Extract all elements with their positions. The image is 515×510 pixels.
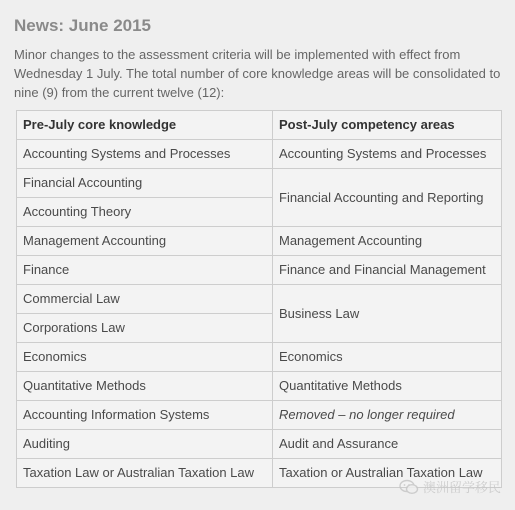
pre-july-cell: Corporations Law bbox=[17, 314, 273, 343]
table-row bbox=[17, 343, 502, 372]
table-row bbox=[17, 256, 502, 285]
table-row bbox=[17, 401, 502, 430]
criteria-table bbox=[16, 110, 502, 488]
pre-july-cell: Taxation Law or Australian Taxation Law bbox=[17, 459, 273, 488]
table-row bbox=[17, 169, 502, 198]
post-july-cell: Accounting Systems and Processes bbox=[273, 140, 502, 169]
watermark-text: 澳洲留学移民 bbox=[422, 480, 501, 495]
post-july-cell: Management Accounting bbox=[273, 227, 502, 256]
post-july-cell: Removed – no longer required bbox=[273, 401, 502, 430]
table-row bbox=[17, 227, 502, 256]
post-july-cell: Audit and Assurance bbox=[273, 430, 502, 459]
post-july-cell: Financial Accounting and Reporting bbox=[273, 169, 502, 227]
post-july-cell: Business Law bbox=[273, 285, 502, 343]
pre-july-cell: Quantitative Methods bbox=[17, 372, 273, 401]
table-row bbox=[17, 430, 502, 459]
news-title: News: June 2015 bbox=[14, 16, 152, 35]
table-row bbox=[17, 140, 502, 169]
watermark bbox=[399, 477, 501, 496]
header-post-july: Post-July competency areas bbox=[273, 111, 502, 140]
pre-july-cell: Management Accounting bbox=[17, 227, 273, 256]
table-header-row bbox=[17, 111, 502, 140]
pre-july-cell: Accounting Information Systems bbox=[17, 401, 273, 430]
table-row bbox=[17, 285, 502, 314]
pre-july-cell: Auditing bbox=[17, 430, 273, 459]
header-pre-july: Pre-July core knowledge bbox=[17, 111, 273, 140]
pre-july-cell: Financial Accounting bbox=[17, 169, 273, 198]
pre-july-cell: Accounting Theory bbox=[17, 198, 273, 227]
pre-july-cell: Finance bbox=[17, 256, 273, 285]
pre-july-cell: Economics bbox=[17, 343, 273, 372]
table-body bbox=[17, 140, 502, 488]
post-july-cell: Economics bbox=[273, 343, 502, 372]
pre-july-cell: Accounting Systems and Processes bbox=[17, 140, 273, 169]
post-july-cell: Quantitative Methods bbox=[273, 372, 502, 401]
post-july-cell: Taxation or Australian Taxation Law bbox=[273, 459, 502, 488]
post-july-cell: Finance and Financial Management bbox=[273, 256, 502, 285]
pre-july-cell: Commercial Law bbox=[17, 285, 273, 314]
wechat-icon bbox=[399, 479, 419, 495]
table-row bbox=[17, 372, 502, 401]
news-intro: Minor changes to the assessment criteria will be implemented with effect from Wednesday 1 July. The total number of core knowledge areas will be consolidated to nine (9) from the current twelve (12): bbox=[14, 47, 501, 100]
